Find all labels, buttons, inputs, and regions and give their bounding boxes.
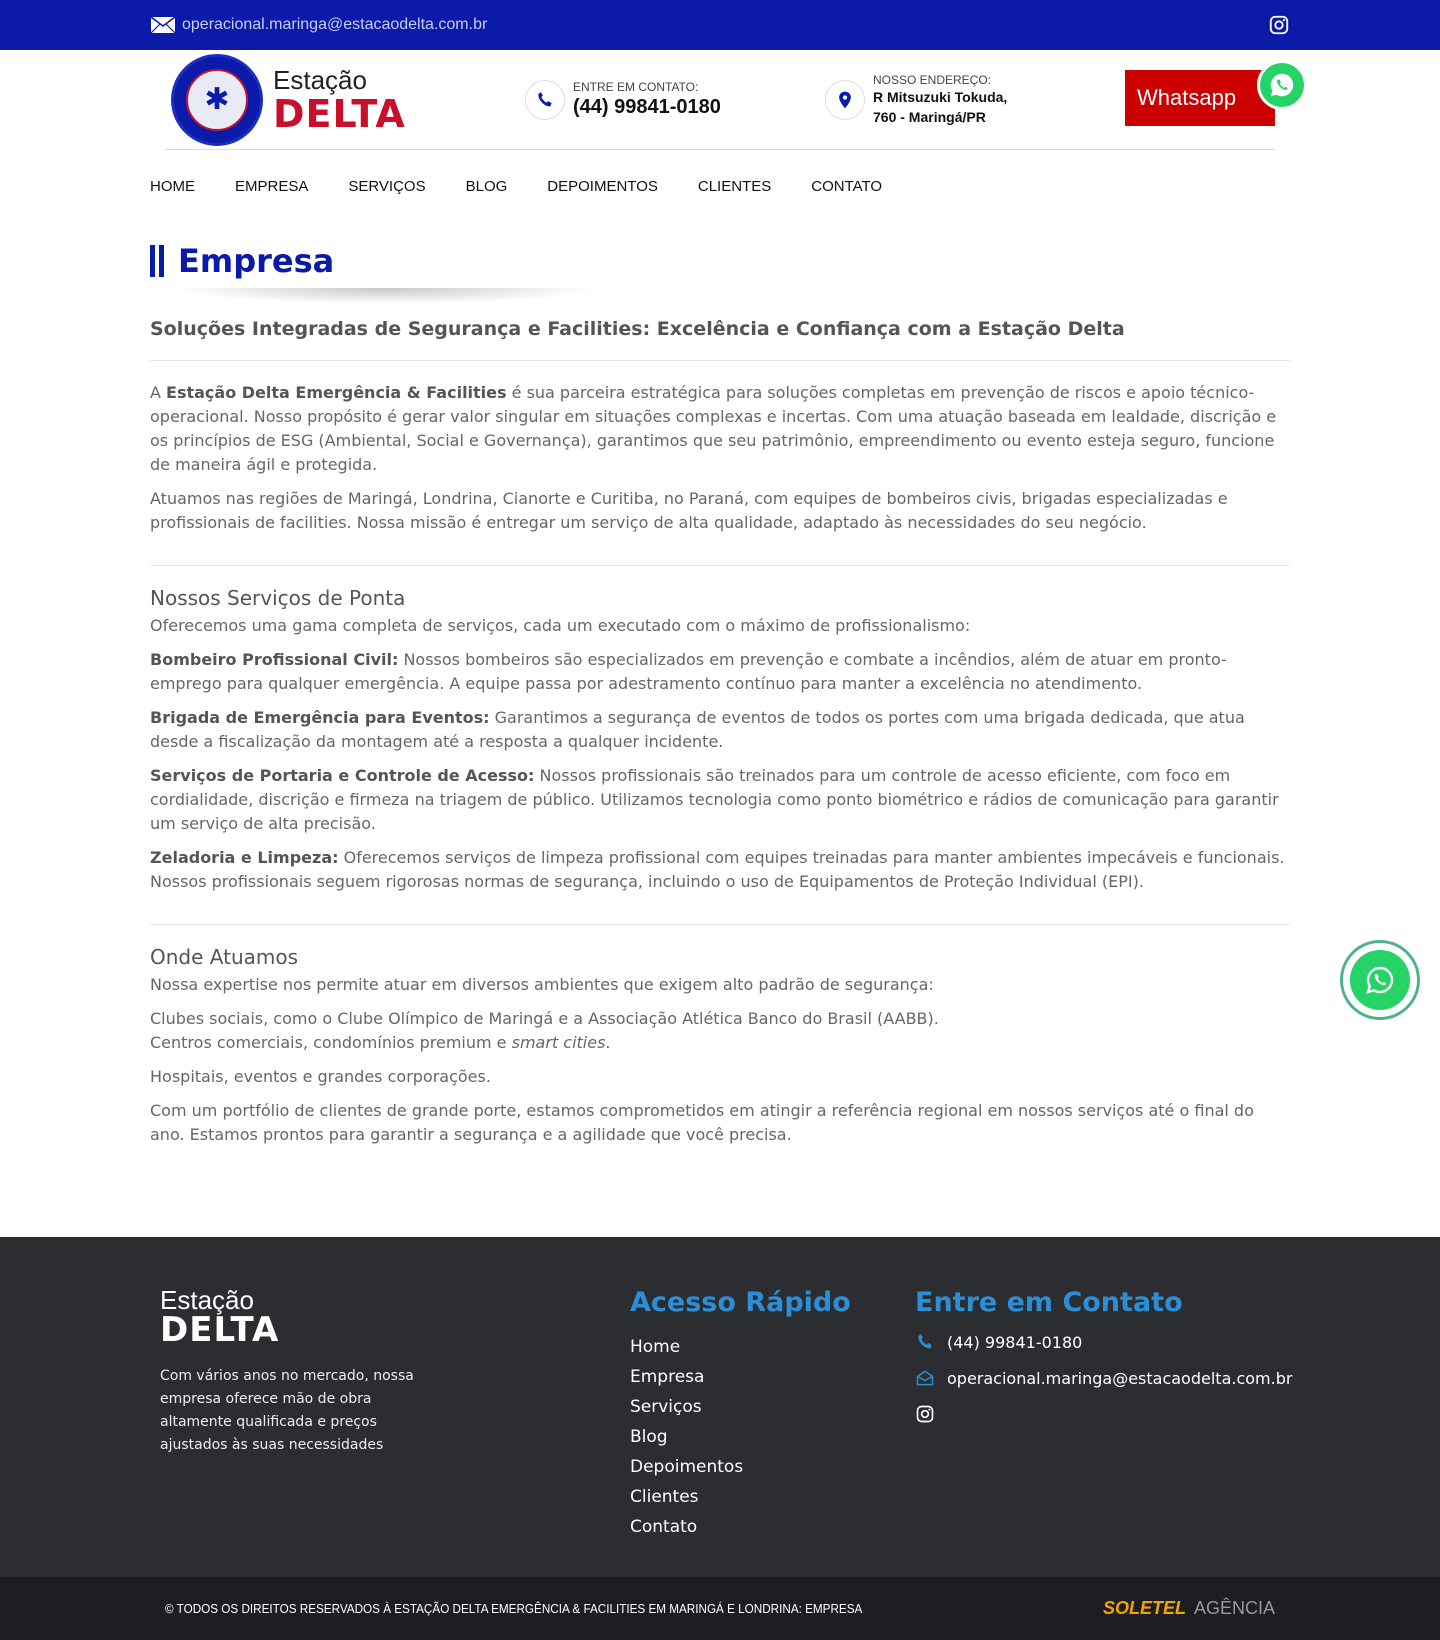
service-item: Bombeiro Profissional Civil: Nossos bombeiros são especializados em prevenção e combate a incêndios, além de atuar em pronto-emprego para qualquer emergência. A equipe passa por adestramento contínuo para manter a excelência no atendimento. bbox=[150, 650, 1227, 693]
quick-access-heading: Acesso Rápido bbox=[630, 1287, 851, 1318]
topbar-email-link[interactable] bbox=[150, 16, 487, 34]
agency-credit-link[interactable] bbox=[1103, 1598, 1275, 1619]
instagram-icon bbox=[915, 1404, 935, 1424]
services-lead: Oferecemos uma gama completa de serviços, cada um executado com o máximo de profissionalismo: bbox=[150, 616, 971, 635]
service-item: Serviços de Portaria e Controle de Acesso: Nossos profissionais são treinados para um controle de acesso eficiente, com foco em cordialidade, discrição e firmeza na triagem de público. Utilizamos tecnologia como ponto biométrico e rádios de comunicação para garantir um serviço de alta precisão. bbox=[150, 766, 1279, 833]
contact-label: ENTRE EM CONTATO: bbox=[573, 80, 699, 94]
footer-logo-line2: DELTA bbox=[160, 1310, 280, 1350]
intro-section bbox=[150, 361, 1290, 566]
intro-paragraph-1: A Estação Delta Emergência & Facilities é sua parceira estratégica para soluções completas em prevenção de riscos e apoio técnico-operacional. Nosso propósito é gerar valor singular em situações complexas e incertas. Com uma atuação baseada em lealdade, discrição e os princípios de ESG (Ambiental, Social e Governança), garantimos que seu patrimônio, empreendimento ou evento esteja seguro, funcione de maneira ágil e protegida. bbox=[150, 383, 1277, 474]
nav-clientes[interactable]: CLIENTES bbox=[697, 177, 772, 195]
quick-links bbox=[630, 1332, 915, 1542]
bottom-bar bbox=[0, 1577, 1440, 1640]
whatsapp-header-button[interactable] bbox=[1125, 70, 1275, 126]
footer-link-servicos[interactable]: Serviços bbox=[630, 1397, 702, 1417]
nav-contato[interactable]: CONTATO bbox=[811, 177, 883, 195]
address-line2: 760 - Maringá/PR bbox=[873, 108, 986, 125]
address-line1: R Mitsuzuki Tokuda, bbox=[873, 88, 1008, 105]
logo-line2: DELTA bbox=[273, 91, 406, 136]
phone-icon bbox=[915, 1332, 935, 1352]
footer-link-depoimentos[interactable]: Depoimentos bbox=[630, 1457, 744, 1477]
footer-link-clientes[interactable]: Clientes bbox=[630, 1487, 699, 1507]
footer-link-empresa[interactable]: Empresa bbox=[630, 1367, 705, 1387]
footer-instagram-link[interactable] bbox=[915, 1404, 1275, 1424]
floating-whatsapp-button[interactable] bbox=[1340, 940, 1420, 1020]
instagram-link[interactable] bbox=[1268, 14, 1290, 36]
whatsapp-button-label: Whatsapp bbox=[1137, 85, 1237, 110]
where-line3: Hospitais, eventos e grandes corporações. bbox=[150, 1067, 491, 1086]
where-lead: Nossa expertise nos permite atuar em diversos ambientes que exigem alto padrão de segurança: bbox=[150, 975, 934, 994]
envelope-open-icon bbox=[915, 1368, 935, 1388]
header-address bbox=[825, 73, 1105, 127]
intro-paragraph-2: Atuamos nas regiões de Maringá, Londrina, Cianorte e Curitiba, no Paraná, com equipes de bombeiros civis, brigadas especializadas e profissionais de facilities. Nossa missão é entregar um serviço de alta qualidade, adaptado às necessidades do seu negócio. bbox=[150, 489, 1228, 532]
contact-phone[interactable]: (44) 99841-0180 bbox=[573, 96, 721, 118]
top-bar bbox=[0, 0, 1440, 50]
header-contact bbox=[525, 80, 825, 120]
site-logo[interactable] bbox=[165, 54, 525, 146]
footer-link-contato[interactable]: Contato bbox=[630, 1517, 698, 1537]
footer-logo[interactable] bbox=[160, 1285, 630, 1350]
site-footer bbox=[0, 1237, 1440, 1577]
main-nav bbox=[150, 150, 1290, 222]
logo-badge-icon: ✱ bbox=[171, 54, 263, 146]
whatsapp-icon bbox=[1257, 60, 1307, 110]
nav-home[interactable]: HOME bbox=[150, 177, 195, 195]
agency-name: SOLETEL bbox=[1102, 1598, 1186, 1618]
footer-phone: (44) 99841-0180 bbox=[947, 1332, 1083, 1352]
services-section bbox=[150, 566, 1290, 925]
title-bars-icon bbox=[150, 245, 164, 277]
footer-link-home[interactable]: Home bbox=[630, 1337, 681, 1357]
whatsapp-icon bbox=[1364, 964, 1396, 996]
nav-blog[interactable]: BLOG bbox=[465, 177, 508, 195]
where-section bbox=[150, 925, 1290, 1177]
nav-depoimentos[interactable]: DEPOIMENTOS bbox=[547, 177, 658, 195]
mail-icon bbox=[150, 16, 176, 34]
service-item: Brigada de Emergência para Eventos: Garantimos a segurança de eventos de todos os portes com uma brigada dedicada, que atua desde a fiscalização da montagem até a resposta a qualquer incidente. bbox=[150, 708, 1245, 751]
where-closing: Com um portfólio de clientes de grande porte, estamos comprometidos em atingir a referência regional em nossos serviços até o final do ano. Estamos prontos para garantir a segurança e a agilidade que você precisa. bbox=[150, 1101, 1254, 1144]
address-label: NOSSO ENDEREÇO: bbox=[873, 72, 992, 87]
phone-icon bbox=[525, 80, 565, 120]
footer-email: operacional.maringa@estacaodelta.com.br bbox=[947, 1368, 1293, 1388]
footer-email-link[interactable] bbox=[915, 1368, 1293, 1388]
site-header bbox=[165, 50, 1275, 150]
footer-logo-line1: Estação bbox=[160, 1285, 254, 1315]
page-title bbox=[150, 242, 1290, 280]
main-content bbox=[150, 222, 1290, 1237]
footer-link-blog[interactable]: Blog bbox=[630, 1427, 668, 1447]
where-heading: Onde Atuamos bbox=[150, 945, 299, 969]
page-title-text: Empresa bbox=[178, 242, 335, 280]
copyright-text: © TODOS OS DIREITOS RESERVADOS À ESTAÇÃO DELTA EMERGÊNCIA & FACILITIES EM MARINGÁ E LONDRINA: EMPRESA bbox=[165, 1601, 863, 1616]
footer-contact-heading: Entre em Contato bbox=[915, 1287, 1183, 1318]
footer-description: Com vários anos no mercado, nossa empresa oferece mão de obra altamente qualificada e preços ajustados às suas necessidades bbox=[160, 1368, 414, 1453]
page-subtitle: Soluções Integradas de Segurança e Facilities: Excelência e Confiança com a Estação Delta bbox=[150, 318, 1290, 361]
nav-empresa[interactable]: EMPRESA bbox=[235, 177, 309, 195]
service-item: Zeladoria e Limpeza: Oferecemos serviços de limpeza profissional com equipes treinadas para manter ambientes impecáveis e funcionais. Nossos profissionais seguem rigorosas normas de segurança, incluindo o uso de Equipamentos de Proteção Individual (EPI). bbox=[150, 848, 1285, 891]
title-divider bbox=[170, 288, 600, 304]
nav-servicos[interactable]: SERVIÇOS bbox=[348, 177, 426, 195]
instagram-icon bbox=[1268, 14, 1290, 36]
services-heading: Nossos Serviços de Ponta bbox=[150, 586, 406, 610]
topbar-email-text: operacional.maringa@estacaodelta.com.br bbox=[182, 16, 488, 33]
footer-phone-link[interactable] bbox=[915, 1332, 1275, 1352]
where-list: Clubes sociais, como o Clube Olímpico de Maringá e a Associação Atlética Banco do Brasil (AABB). Centros comerciais, condomínios premium e smart cities. bbox=[150, 1009, 939, 1052]
logo-line1: Estação bbox=[273, 64, 367, 95]
location-pin-icon bbox=[825, 80, 865, 120]
agency-tag: AGÊNCIA bbox=[1193, 1598, 1275, 1618]
